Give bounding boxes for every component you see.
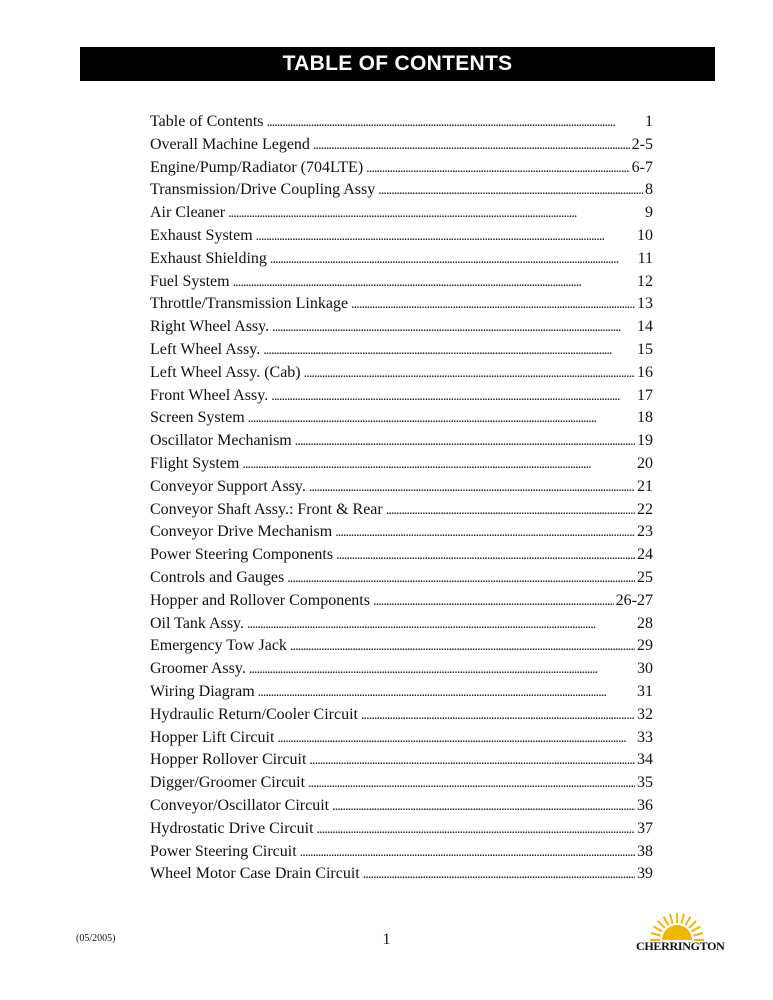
- toc-entry-title: Air Cleaner: [150, 204, 226, 222]
- toc-entry-title: Emergency Tow Jack: [150, 637, 287, 655]
- toc-entry-page: 37: [637, 819, 653, 837]
- toc-entry: [150, 430, 653, 453]
- toc-entry-title: Exhaust Shielding: [150, 249, 267, 267]
- toc-dot-leader: [277, 727, 635, 751]
- toc-entry-title: Power Steering Circuit: [150, 842, 297, 860]
- toc-entry: [150, 385, 653, 408]
- cherrington-logo: [636, 912, 725, 958]
- toc-dot-leader: [300, 841, 635, 865]
- toc-dot-leader: [304, 362, 635, 386]
- toc-dot-leader: [332, 795, 635, 819]
- toc-dot-leader: [386, 499, 635, 523]
- toc-entry: [150, 544, 653, 567]
- sun-ray: [686, 917, 691, 926]
- table-of-contents: [150, 111, 653, 886]
- sun-ray: [693, 933, 703, 936]
- toc-entry-page: 18: [637, 409, 653, 427]
- toc-entry-page: 32: [637, 705, 653, 723]
- toc-entry-page: 11: [637, 249, 653, 267]
- toc-entry-page: 2-5: [631, 135, 653, 153]
- toc-entry-page: 22: [637, 500, 653, 518]
- toc-dot-leader: [272, 316, 635, 340]
- toc-entry: [150, 727, 653, 750]
- toc-entry-title: Overall Machine Legend: [150, 135, 310, 153]
- toc-entry-title: Engine/Pump/Radiator (704LTE): [150, 158, 364, 176]
- toc-entry: [150, 658, 653, 681]
- toc-entry-page: 9: [645, 204, 653, 222]
- toc-entry: [150, 111, 653, 134]
- toc-entry-page: 15: [637, 340, 653, 358]
- sun-ray: [658, 921, 665, 928]
- footer-date: (05/2005): [76, 933, 116, 944]
- toc-entry: [150, 681, 653, 704]
- sun-ray: [651, 933, 661, 936]
- toc-dot-leader: [233, 271, 635, 295]
- toc-entry-title: Throttle/Transmission Linkage: [150, 295, 349, 313]
- toc-entry: [150, 772, 653, 795]
- toc-entry-page: 20: [637, 454, 653, 472]
- toc-entry: [150, 157, 653, 180]
- toc-entry: [150, 316, 653, 339]
- toc-entry-page: 16: [637, 363, 653, 381]
- toc-entry: [150, 818, 653, 841]
- toc-entry-page: 35: [637, 774, 653, 792]
- toc-dot-leader: [242, 453, 635, 477]
- toc-entry-title: Groomer Assy.: [150, 660, 246, 678]
- toc-entry-page: 34: [637, 751, 653, 769]
- toc-entry-page: 1: [645, 113, 653, 130]
- toc-entry: [150, 293, 653, 316]
- sun-ray: [692, 927, 701, 932]
- toc-entry-page: 12: [637, 272, 653, 290]
- toc-entry: [150, 134, 653, 157]
- toc-dot-leader: [267, 111, 643, 135]
- toc-entry-page: 26-27: [615, 591, 653, 609]
- toc-dot-leader: [258, 681, 635, 705]
- toc-entry: [150, 704, 653, 727]
- toc-entry: [150, 271, 653, 294]
- footer-page-number: 1: [382, 931, 391, 948]
- toc-entry-page: 17: [637, 386, 653, 404]
- toc-entry-title: Transmission/Drive Coupling Assy: [150, 181, 376, 199]
- toc-entry-title: Digger/Groomer Circuit: [150, 774, 306, 792]
- toc-dot-leader: [247, 613, 635, 637]
- toc-dot-leader: [366, 157, 630, 181]
- toc-dot-leader: [248, 407, 635, 431]
- toc-entry: [150, 453, 653, 476]
- toc-entry-title: Wheel Motor Case Drain Circuit: [150, 865, 360, 883]
- toc-entry-page: 21: [637, 477, 653, 495]
- toc-entry-page: 39: [637, 865, 653, 883]
- toc-entry-page: 31: [637, 682, 653, 700]
- toc-dot-leader: [256, 225, 635, 249]
- toc-entry: [150, 248, 653, 271]
- toc-dot-leader: [309, 749, 635, 773]
- toc-entry-title: Hopper and Rollover Components: [150, 591, 370, 609]
- toc-entry-title: Hopper Lift Circuit: [150, 728, 275, 746]
- toc-dot-leader: [290, 635, 635, 659]
- toc-dot-leader: [378, 179, 643, 203]
- toc-dot-leader: [363, 863, 635, 887]
- toc-entry-page: 23: [637, 523, 653, 541]
- toc-entry: [150, 476, 653, 499]
- toc-entry: [150, 567, 653, 590]
- toc-entry-page: 38: [637, 842, 653, 860]
- toc-entry-title: Conveyor Support Assy.: [150, 477, 306, 495]
- toc-entry-title: Conveyor Shaft Assy.: Front & Rear: [150, 500, 383, 518]
- sun-ray: [664, 917, 669, 926]
- toc-entry-page: 10: [637, 226, 653, 244]
- title-banner: [80, 47, 715, 81]
- sun-ray: [654, 927, 663, 932]
- toc-entry-title: Hydraulic Return/Cooler Circuit: [150, 705, 358, 723]
- toc-dot-leader: [351, 293, 635, 317]
- toc-entry: [150, 795, 653, 818]
- sun-ray: [670, 914, 673, 924]
- toc-dot-leader: [335, 521, 635, 545]
- toc-dot-leader: [295, 430, 635, 454]
- toc-entry-page: 28: [637, 614, 653, 632]
- toc-entry: [150, 841, 653, 864]
- toc-entry: [150, 362, 653, 385]
- toc-entry: [150, 749, 653, 772]
- toc-entry-page: 8: [645, 181, 653, 199]
- toc-entry-page: 30: [637, 660, 653, 678]
- toc-entry-title: Right Wheel Assy.: [150, 318, 270, 336]
- toc-entry-page: 14: [637, 318, 653, 336]
- toc-entry-title: Screen System: [150, 409, 245, 427]
- toc-entry-page: 36: [637, 796, 653, 814]
- toc-entry-title: Conveyor/Oscillator Circuit: [150, 796, 330, 814]
- toc-dot-leader: [309, 476, 635, 500]
- toc-entry-page: 25: [637, 568, 653, 586]
- toc-entry: [150, 202, 653, 225]
- toc-entry-title: Left Wheel Assy.: [150, 340, 261, 358]
- toc-entry: [150, 407, 653, 430]
- sun-icon: [636, 912, 718, 942]
- logo-text: CHERRINGTON: [636, 939, 725, 953]
- toc-entry: [150, 613, 653, 636]
- toc-dot-leader: [271, 385, 635, 409]
- toc-dot-leader: [287, 567, 635, 591]
- toc-entry-title: Fuel System: [150, 272, 230, 290]
- toc-entry-title: Left Wheel Assy. (Cab): [150, 363, 301, 381]
- toc-entry-title: Table of Contents: [150, 113, 264, 130]
- toc-entry-title: Hydrostatic Drive Circuit: [150, 819, 314, 837]
- toc-entry: [150, 225, 653, 248]
- toc-entry-title: Controls and Gauges: [150, 568, 285, 586]
- toc-entry-page: 33: [637, 728, 653, 746]
- toc-entry-title: Front Wheel Assy.: [150, 386, 269, 404]
- toc-dot-leader: [228, 202, 643, 226]
- toc-entry: [150, 590, 653, 613]
- toc-entry: [150, 521, 653, 544]
- toc-dot-leader: [317, 818, 635, 842]
- toc-entry: [150, 339, 653, 362]
- toc-entry-page: 6-7: [631, 158, 653, 176]
- toc-dot-leader: [270, 248, 636, 272]
- toc-dot-leader: [361, 704, 635, 728]
- toc-dot-leader: [373, 590, 614, 614]
- toc-entry-title: Hopper Rollover Circuit: [150, 751, 307, 769]
- sun-ray: [689, 921, 696, 928]
- toc-entry-page: 24: [637, 546, 653, 564]
- toc-entry: [150, 499, 653, 522]
- toc-entry-title: Wiring Diagram: [150, 682, 255, 700]
- toc-entry: [150, 863, 653, 886]
- toc-dot-leader: [249, 658, 635, 682]
- toc-dot-leader: [336, 544, 635, 568]
- page-title: TABLE OF CONTENTS: [282, 52, 513, 75]
- sun-ray: [681, 914, 684, 924]
- toc-dot-leader: [308, 772, 635, 796]
- toc-entry-title: Oil Tank Assy.: [150, 614, 244, 632]
- toc-entry-page: 29: [637, 637, 653, 655]
- toc-entry-page: 19: [637, 432, 653, 450]
- toc-entry-title: Conveyor Drive Mechanism: [150, 523, 333, 541]
- toc-entry-title: Oscillator Mechanism: [150, 432, 292, 450]
- toc-entry-title: Flight System: [150, 454, 240, 472]
- toc-entry-title: Power Steering Components: [150, 546, 334, 564]
- toc-dot-leader: [313, 134, 630, 158]
- toc-entry-title: Exhaust System: [150, 226, 253, 244]
- toc-entry: [150, 635, 653, 658]
- toc-entry-page: 13: [637, 295, 653, 313]
- toc-dot-leader: [263, 339, 635, 363]
- toc-entry: [150, 179, 653, 202]
